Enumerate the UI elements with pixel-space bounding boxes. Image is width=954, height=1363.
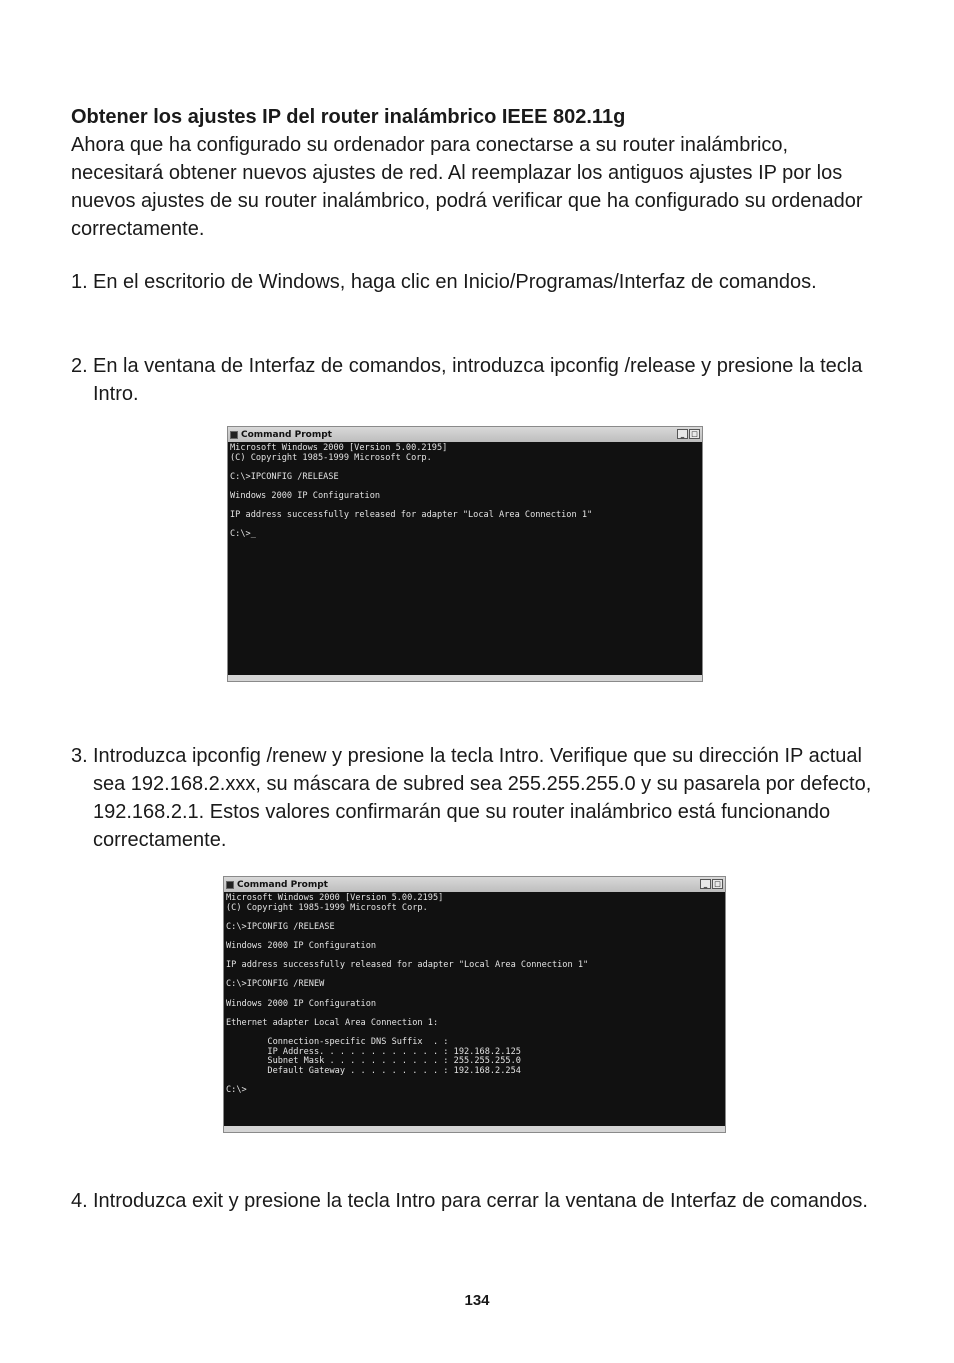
page-number: 134: [464, 1292, 490, 1309]
maximize-icon: □: [712, 879, 723, 889]
window-titlebar: [228, 427, 702, 442]
step-text: Introduzca exit y presione la tecla Intro para cerrar la ventana de Interfaz de comandos.: [93, 1190, 868, 1212]
window-titlebar: [224, 877, 725, 892]
window-controls: [677, 429, 700, 439]
command-prompt-screenshot-release: [227, 426, 703, 682]
step-number: 3.: [71, 745, 88, 767]
intro-paragraph: Ahora que ha configurado su ordenador para conectarse a su router inalámbrico, necesitará obtener nuevos ajustes de red. Al reemplazar los antiguos ajustes IP por los nuevos ajustes de su router inalámbrico, podrá verificar que ha configurado su ordenador correctamente.: [71, 134, 863, 240]
command-prompt-icon: [226, 881, 234, 889]
window-bottom-edge: [228, 675, 702, 681]
console-output: Microsoft Windows 2000 [Version 5.00.2195] (C) Copyright 1985-1999 Microsoft Corp. C:\>IPCONFIG /RELEASE Windows 2000 IP Configuration IP address successfully released for adapter "Local Area Connection 1" C:\>IPCONFIG /RENEW Windows 2000 IP Configuration Ethernet adapter Local Area Connection 1: Connection-specific DNS Suffix . : IP Address. . . . . . . . . . . . : 192.168.2.125 Subnet Mask . . . . . . . . . . . : 255.255.255.0 Default Gateway . . . . . . . . . : 192.168.2.254 C:\>: [226, 893, 589, 1095]
maximize-icon: □: [689, 429, 700, 439]
step-text: En el escritorio de Windows, haga clic en Inicio/Programas/Interfaz de comandos.: [93, 271, 817, 293]
minimize-icon: _: [700, 879, 711, 889]
step-text: Introduzca ipconfig /renew y presione la tecla Intro. Verifique que su dirección IP actual sea 192.168.2.xxx, su máscara de subred sea 255.255.255.0 y su pasarela por defecto, 192.168.2.1. Estos valores confirmarán que su router inalámbrico está funcionando correctamente.: [93, 745, 872, 851]
window-bottom-edge: [224, 1126, 725, 1132]
step-number: 2.: [71, 355, 88, 377]
window-title: Command Prompt: [241, 429, 332, 440]
window-title: Command Prompt: [237, 879, 328, 890]
section-heading: Obtener los ajustes IP del router inalámbrico IEEE 802.11g: [71, 106, 626, 128]
step-4: [71, 1187, 891, 1215]
step-2: [71, 352, 891, 408]
console-output: Microsoft Windows 2000 [Version 5.00.2195] (C) Copyright 1985-1999 Microsoft Corp. C:\>IPCONFIG /RELEASE Windows 2000 IP Configuration IP address successfully released for adapter "Local Area Connection 1" C:\>_: [230, 443, 593, 540]
step-text: En la ventana de Interfaz de comandos, introduzca ipconfig /release y presione la tecla Intro.: [93, 355, 863, 405]
step-number: 1.: [71, 271, 88, 293]
window-controls: [700, 879, 723, 889]
step-3: [71, 742, 891, 854]
step-1: [71, 268, 891, 296]
command-prompt-screenshot-renew: [223, 876, 726, 1133]
step-number: 4.: [71, 1190, 88, 1212]
minimize-icon: _: [677, 429, 688, 439]
command-prompt-icon: [230, 431, 238, 439]
